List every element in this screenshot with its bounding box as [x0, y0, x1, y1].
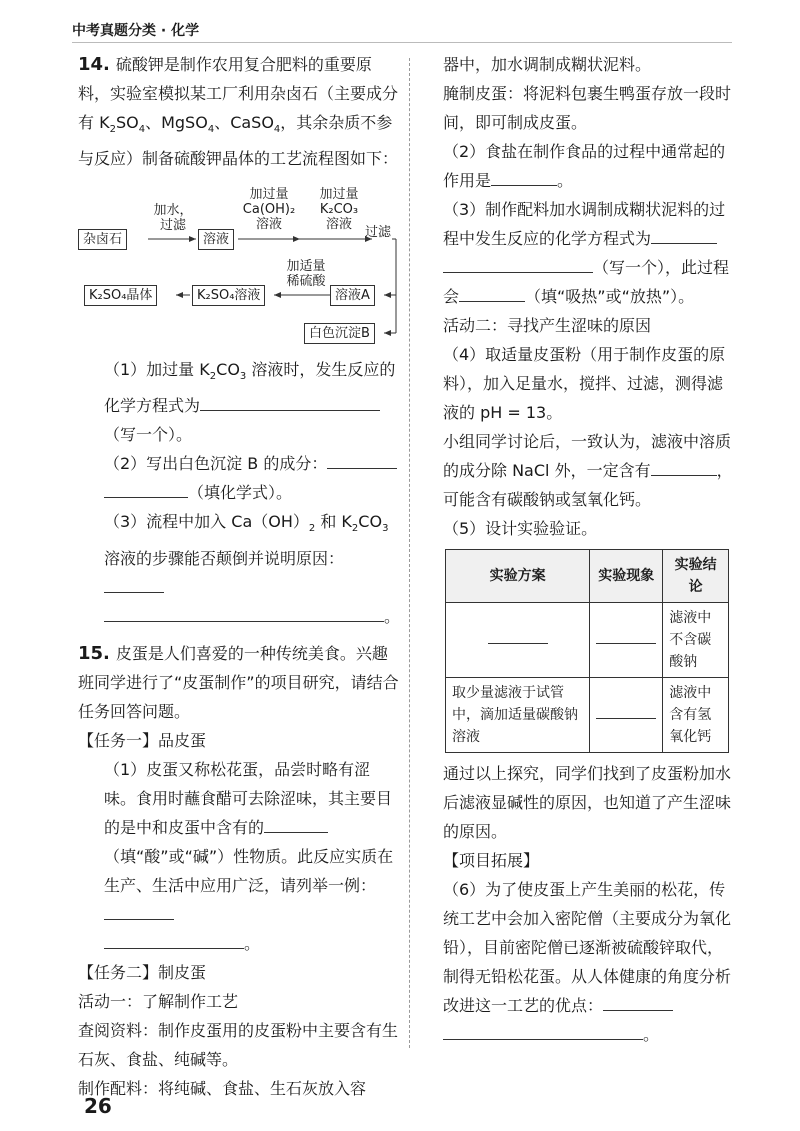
q15-make-start: 制作配料：将纯碱、食盐、生石灰放入容 — [78, 1078, 367, 1098]
table-header: 实验结论 — [663, 550, 729, 603]
table-cell: 滤液中含有氢氧化钙 — [663, 678, 729, 753]
answer-blank[interactable] — [596, 629, 656, 644]
right-column — [443, 50, 735, 1049]
q15-part4: （4）取适量皮蛋粉（用于制作皮蛋的原料），加入足量水，搅拌、过滤，测得滤液的 pH = 13。 小组同学讨论后，一致认为，滤液中溶质的成分除 NaCl 外，一定含有 ，可能含有碳酸钠或氢氧化钙。 — [443, 345, 733, 509]
q15-part6: （6）为了使皮蛋上产生美丽的松花，传统工艺中会加入密陀僧（主要成分为氧化铅），目前密陀僧已逐渐被硫酸锌取代，制得无铅松花蛋。从人体健康的角度分析改进这一工艺的优点： 。 — [443, 880, 732, 1044]
answer-blank[interactable] — [104, 576, 164, 593]
answer-blank[interactable] — [104, 903, 174, 920]
answer-blank[interactable] — [603, 994, 673, 1011]
label-step3: 加过量 K₂CO₃ 溶液 — [319, 187, 359, 233]
table-cell — [446, 603, 590, 678]
box-k2so4-crystal: K₂SO₄晶体 — [84, 285, 157, 306]
answer-blank[interactable] — [443, 1023, 643, 1040]
q14-number: 14. — [78, 54, 110, 75]
q15-part1: （1）皮蛋又称松花蛋，品尝时略有涩味。食用时蘸食醋可去除涩味，其主要目的是中和皮蛋中含有的（填“酸”或“碱”）性物质。此反应实质在生产、生活中应用广泛，请列举一例： 。 — [104, 759, 394, 953]
table-row — [446, 603, 729, 678]
table-header-row — [446, 550, 729, 603]
answer-blank[interactable] — [264, 816, 328, 833]
q14-part2: （2）写出白色沉淀 B 的成分： （填化学式）。 — [78, 449, 400, 507]
answer-blank[interactable] — [596, 704, 656, 719]
label-acid: 加适量 稀硫酸 — [286, 259, 326, 290]
table-header: 实验方案 — [446, 550, 590, 603]
table-cell: 滤液中不含碳酸钠 — [663, 603, 729, 678]
q15-part2: （2）食盐在制作食品的过程中通常起的作用是 。 — [443, 142, 726, 190]
experiment-table — [445, 549, 729, 753]
q14-part3: （3）流程中加入 $Ca(OH)_2$ 和 $K_2CO_3$ 溶液的步骤能否颠倒并说明原因： 。 — [104, 512, 401, 626]
box-precipitate-b: 白色沉淀B — [304, 323, 375, 344]
q15-after-table: 通过以上探究，同学们找到了皮蛋粉加水后滤液显碱性的原因，也知道了产生涩味的原因。 — [443, 764, 732, 841]
q15-intro: 15. 皮蛋是人们喜爱的一种传统美食。兴趣班同学进行了“皮蛋制作”的项目研究，请结合任务回答问题。 — [78, 642, 399, 721]
q15-number: 15. — [78, 642, 110, 664]
box-solution-a: 溶液A — [330, 285, 375, 306]
q15-activity1: 活动一：了解制作工艺 — [78, 991, 239, 1011]
answer-blank[interactable] — [491, 169, 557, 186]
label-step2: 加过量 Ca(OH)₂ 溶液 — [242, 187, 296, 233]
label-step1: 加水， 过滤 — [153, 203, 193, 234]
q15-part5: （5）设计实验验证。 — [443, 519, 598, 538]
answer-blank[interactable] — [104, 481, 188, 498]
left-column — [78, 50, 400, 1103]
table-cell: 取少量滤液于试管中，滴加适量碳酸钠溶液 — [446, 678, 590, 753]
q15-reference: 查阅资料：制作皮蛋用的皮蛋粉中主要含有生石灰、食盐、纯碱等。 — [78, 1020, 399, 1069]
box-k2so4-solution: K₂SO₄溶液 — [192, 285, 265, 306]
table-cell — [590, 678, 663, 753]
q15-extend: 【项目拓展】 — [443, 851, 540, 870]
page-number: 26 — [84, 1094, 112, 1118]
label-filter: 过滤 — [364, 225, 391, 241]
box-rongye: 溶液 — [198, 229, 234, 250]
table-row — [446, 678, 729, 753]
answer-blank[interactable] — [327, 452, 397, 469]
q15-pickle: 腌制皮蛋：将泥料包裹生鸭蛋存放一段时间，即可制成皮蛋。 — [443, 84, 732, 132]
q14-intro: 14. 硫酸钾是制作农用复合肥料的重要原料，实验室模拟某工厂利用杂卤石（主要成分有 $K_2SO_4$、MgSO$_4$、CaSO$_4$，其余杂质不参与反应）制备硫酸钾晶体的工艺流程图如下： — [78, 54, 399, 169]
column-divider — [409, 58, 410, 1048]
q15-make-end: 器中，加水调制成糊状泥料。 — [443, 55, 652, 74]
answer-blank[interactable] — [200, 394, 380, 411]
header-rule — [72, 42, 732, 43]
page-header: 中考真题分类 · 化学 — [72, 23, 200, 39]
answer-blank[interactable] — [651, 459, 717, 476]
box-zalushi: 杂卤石 — [78, 229, 127, 250]
q15-task1: 【任务一】品皮蛋 — [78, 730, 207, 750]
table-cell — [590, 603, 663, 678]
table-header: 实验现象 — [590, 550, 663, 603]
q14-part1: （1）加过量 $K_2CO_3$ 溶液时，发生反应的化学方程式为 （写一个）。 — [104, 360, 396, 445]
answer-blank[interactable] — [104, 605, 384, 622]
answer-blank[interactable] — [104, 932, 244, 949]
q15-part3: （3）制作配料加水调制成糊状泥料的过程中发生反应的化学方程式为 （写一个），此过程会 （填“吸热”或“放热”）。 — [443, 200, 730, 306]
answer-blank[interactable] — [459, 285, 525, 302]
process-flowchart — [78, 179, 400, 351]
answer-blank[interactable] — [488, 629, 548, 644]
answer-blank[interactable] — [443, 256, 593, 273]
q15-activity2: 活动二：寻找产生涩味的原因 — [443, 316, 652, 335]
q15-task2: 【任务二】制皮蛋 — [78, 962, 207, 982]
answer-blank[interactable] — [651, 227, 717, 244]
